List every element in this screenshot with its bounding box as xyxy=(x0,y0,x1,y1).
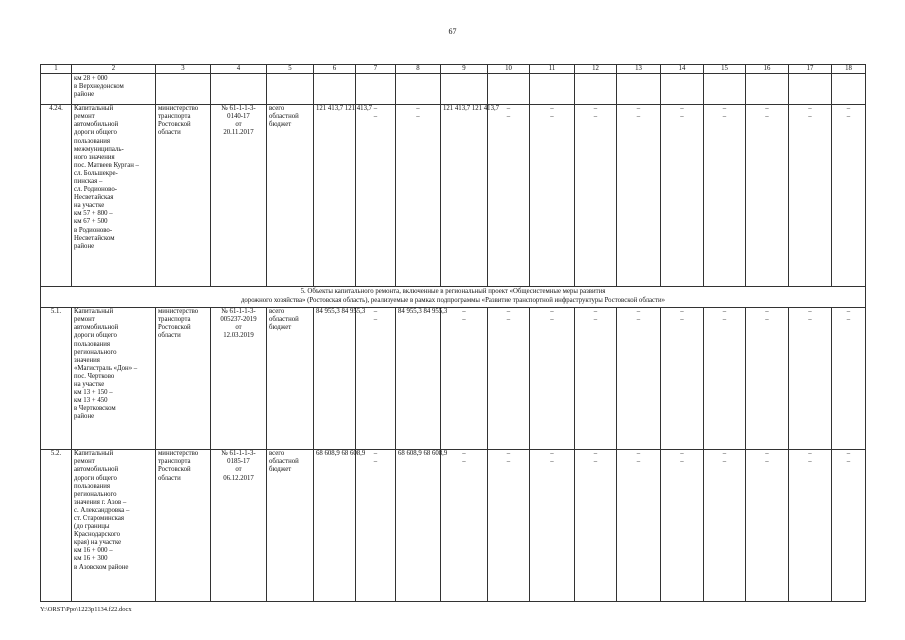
column-number: 15 xyxy=(704,65,746,74)
year-value: – – xyxy=(488,104,530,287)
year-value: – – xyxy=(832,104,866,287)
year-value: – – xyxy=(746,307,789,449)
year-value: – – xyxy=(441,307,488,449)
row-number: 5.1. xyxy=(41,307,72,449)
column-number: 16 xyxy=(746,65,789,74)
column-number: 4 xyxy=(211,65,267,74)
year-value: – – xyxy=(704,449,746,601)
column-number: 8 xyxy=(396,65,441,74)
expertise-doc: № 61-1-1-3- 0140-17 от 20.11.2017 xyxy=(211,104,267,287)
year-value: – – xyxy=(575,307,617,449)
object-name: Капитальный ремонт автомобильной дороги общего пользования регионального значения «Магистраль «Дон» – пос. Чертково на участке км 13 + 150 – км 13 + 450 в Чертковском районе xyxy=(72,307,156,449)
object-name-continued: км 28 + 000 в Верхнедонском районе xyxy=(72,74,156,104)
column-number: 17 xyxy=(789,65,832,74)
year-value: – – xyxy=(617,307,661,449)
table-row xyxy=(41,307,866,449)
expertise-doc: № 61-1-1-3- 005237-2019 от 12.03.2019 xyxy=(211,307,267,449)
year-value: – – xyxy=(789,104,832,287)
column-number: 10 xyxy=(488,65,530,74)
column-number-row xyxy=(41,65,866,74)
year-value: – – xyxy=(661,449,704,601)
year-value: – – xyxy=(530,449,575,601)
table-row xyxy=(41,104,866,287)
year-value: – – xyxy=(789,449,832,601)
year-value: – – xyxy=(575,104,617,287)
year-value: – – xyxy=(530,104,575,287)
row-number: 5.2. xyxy=(41,449,72,601)
year-value: 121 413,7 121 413,7 xyxy=(441,104,488,287)
year-value: – – xyxy=(575,449,617,601)
column-number: 1 xyxy=(41,65,72,74)
column-number: 18 xyxy=(832,65,866,74)
column-number: 5 xyxy=(267,65,314,74)
year-value: – – xyxy=(488,307,530,449)
funding-source: всего областной бюджет xyxy=(267,449,314,601)
program-table xyxy=(40,64,866,602)
total-amount: 121 413,7 121 413,7 xyxy=(314,104,356,287)
year-value: – – xyxy=(356,307,396,449)
year-value: – – xyxy=(617,104,661,287)
page-number: 67 xyxy=(448,27,457,36)
year-value: 84 955,3 84 955,3 xyxy=(396,307,441,449)
year-value: – – xyxy=(617,449,661,601)
section-title-line: дорожного хозяйства» (Ростовская область), реализуемые в рамках подпрограммы «Развитие транспортной инфраструктуры Ростовской области» xyxy=(240,296,666,304)
column-number: 11 xyxy=(530,65,575,74)
expertise-doc: № 61-1-1-3- 0185-17 от 06.12.2017 xyxy=(211,449,267,601)
column-number: 6 xyxy=(314,65,356,74)
year-value: – – xyxy=(789,307,832,449)
year-value: – – xyxy=(746,449,789,601)
year-value: – – xyxy=(488,449,530,601)
column-number: 12 xyxy=(575,65,617,74)
row-number: 4.24. xyxy=(41,104,72,287)
funding-source: всего областной бюджет xyxy=(267,307,314,449)
column-number: 13 xyxy=(617,65,661,74)
year-value: – – xyxy=(530,307,575,449)
object-name: Капитальный ремонт автомобильной дороги общего пользования межмуниципаль- ного значения пос. Матвеев Курган – сл. Большекре- пинская – сл. Родионово- Несветайская на участке км 57 + 800 – км 67 + 500 в Родионово- Несветайском районе xyxy=(72,104,156,287)
total-amount: 68 608,9 68 608,9 xyxy=(314,449,356,601)
section-title xyxy=(41,287,866,307)
year-value: – – xyxy=(704,104,746,287)
total-amount: 84 955,3 84 955,3 xyxy=(314,307,356,449)
column-number: 9 xyxy=(441,65,488,74)
year-value: – – xyxy=(441,449,488,601)
customer: министерство транспорта Ростовской области xyxy=(156,449,211,601)
customer: министерство транспорта Ростовской области xyxy=(156,104,211,287)
column-number: 7 xyxy=(356,65,396,74)
year-value: – – xyxy=(356,104,396,287)
funding-source: всего областной бюджет xyxy=(267,104,314,287)
year-value: – – xyxy=(661,104,704,287)
table-row xyxy=(41,449,866,601)
year-value: – – xyxy=(746,104,789,287)
carry-over-row xyxy=(41,74,866,104)
year-value: – – xyxy=(704,307,746,449)
object-name: Капитальный ремонт автомобильной дороги общего пользования регионального значения г. Азов – с. Александровка – ст. Староминская (до границы Краснодарского края) на участке км 16 + 000 – км 16 + 300 в Азовском районе xyxy=(72,449,156,601)
column-number: 2 xyxy=(72,65,156,74)
section-header-row xyxy=(41,287,866,307)
file-path-footer: Y:\ORST\Ppo\1223p1134.f22.docx xyxy=(40,606,132,613)
year-value: – – xyxy=(661,307,704,449)
year-value: – – xyxy=(832,449,866,601)
section-title-line: 5. Объекты капитального ремонта, включенные в региональный проект «Общесистемные меры развития xyxy=(300,288,606,296)
year-value: – – xyxy=(396,104,441,287)
year-value: – – xyxy=(356,449,396,601)
column-number: 14 xyxy=(661,65,704,74)
column-number: 3 xyxy=(156,65,211,74)
customer: министерство транспорта Ростовской области xyxy=(156,307,211,449)
year-value: 68 608,9 68 608,9 xyxy=(396,449,441,601)
year-value: – – xyxy=(832,307,866,449)
